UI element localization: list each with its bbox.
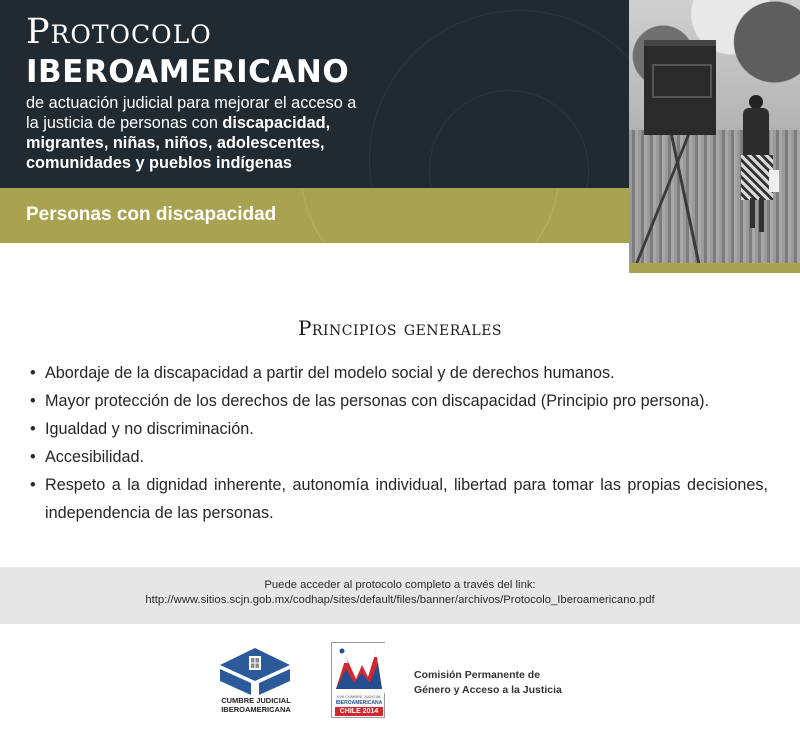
railway-woman-photo [629,0,800,263]
chile-year-badge: CHILE 2014 [335,707,383,716]
photo-accent-strip [629,263,800,273]
chile-2014-logo [331,642,385,718]
protocol-link[interactable]: http://www.sitios.scjn.gob.mx/codhap/sites/default/files/banner/archivos/Protocolo_Iberoamericano.pdf [145,594,655,606]
link-intro: Puede acceder al protocolo completo a través del link: [264,579,536,591]
principle-item: • Respeto a la dignidad inherente, autonomía individual, libertad para tomar las propias decisiones, independencia de las personas. [30,471,768,527]
photo-woman [737,95,775,235]
cumbre-line1: CUMBRE JUDICIAL [221,696,291,705]
section-label: Personas con discapacidad [26,204,277,225]
principle-item: • Igualdad y no discriminación. [30,415,768,443]
header-banner [0,0,629,188]
principle-item: • Abordaje de la discapacidad a partir del modelo social y de derechos humanos. [30,359,768,387]
photo-train [644,40,716,135]
cumbre-line2: IBEROAMERICANA [221,705,291,714]
cumbre-logo-text [211,696,301,714]
principles-list [30,359,768,527]
comision-line2: Género y Acceso a la Justicia [414,684,562,696]
principle-item: • Mayor protección de los derechos de las personas con discapacidad (Principio pro persona). [30,387,768,415]
comision-text [414,668,562,698]
section-bar [0,188,629,243]
title-iberoamericano: IBEROAMERICANO [26,54,350,90]
principles-title: Principios generales [297,316,503,340]
chile-small-text: XVII CUMBRE JUDICIAL [336,694,382,699]
decorative-arc [300,188,560,243]
principle-item: • Accesibilidad. [30,443,768,471]
subtitle-plain: de actuación judicial para mejorar el acceso a la justicia de personas con [26,94,357,132]
subtitle [26,93,366,173]
comision-line1: Comisión Permanente de [414,669,541,681]
mountain-flag-icon [332,643,386,693]
chile-mid-text: IBEROAMERICANA [335,700,383,706]
title-protocolo: Protocolo [26,12,212,52]
subtitle-bold: discapacidad, migrantes, niñas, niños, adolescentes, comunidades y pueblos indígenas [26,114,331,172]
link-box [0,567,800,624]
